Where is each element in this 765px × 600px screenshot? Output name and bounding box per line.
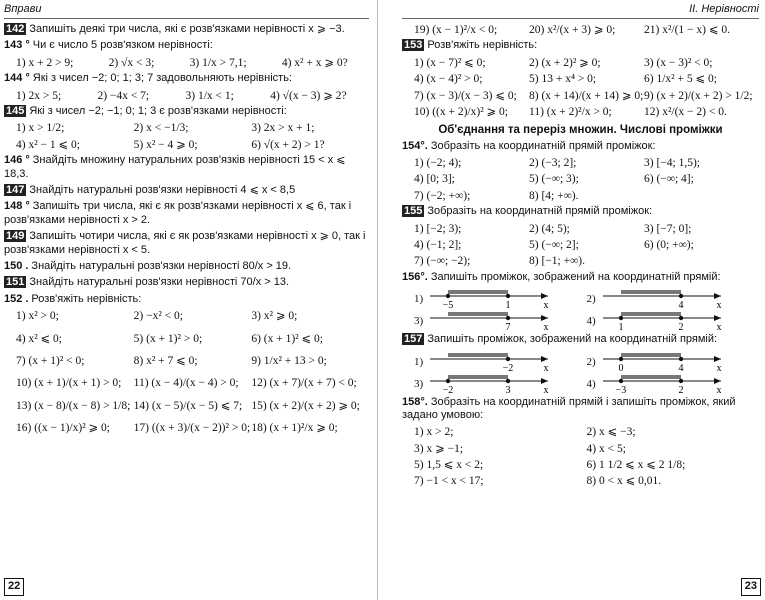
exercise-number-mark: ° [25,39,30,52]
number-line-label: 3) [414,315,424,328]
exercise-item: 3) 2x > x + 1; [251,122,315,135]
exercise-157 [402,333,759,346]
tick-label: −2 [442,384,454,394]
tick-point [506,356,510,360]
exercise-item: 1) (−2; 4); [414,157,462,170]
exercise-item: 12) x²/(x − 2) < 0. [644,105,727,118]
tick-label: 7 [505,322,511,332]
exercise-153-items [414,56,759,120]
exercise-item: 1) x² > 0; [16,310,59,323]
exercise-prompt: Запишіть проміжок, зображений на координатній прямій: [430,270,721,283]
exercise-item: 2) (x + 2)² ⩾ 0; [529,56,601,69]
exercise-item: 4) x² + x ⩾ 0? [281,56,348,69]
axis-arrow [541,378,548,384]
exercise-item: 3) 1/x > 7,1; [189,56,247,69]
number-line-axis [601,309,731,331]
exercise-number: 143 [4,39,23,52]
exercise-item: 12) (x + 7)/(x + 7) < 0; [251,377,357,390]
tick-label: 0 [618,362,623,372]
tick-label: −5 [442,300,454,310]
axis-arrow [714,315,721,321]
exercise-157-number-lines [414,350,759,394]
exercise-item: 2) −4x < 7; [97,89,150,102]
exercise-number: 147 [6,183,25,196]
exercise-item: 6) (0; +∞); [644,238,694,251]
exercise-prompt: Запишіть три числа, які є як розв'язками нерівності x ⩽ 6, так і розв'язками нерівності x > 2. [4,200,352,226]
exercise-item: 4) (x − 4)² > 0; [414,73,483,86]
tick-label: 4 [678,362,683,372]
number-line [414,287,587,309]
exercise-156-number-lines [414,287,759,331]
exercise-143 [4,39,369,52]
exercise-item: 7) (x + 1)² < 0; [16,354,85,367]
exercise-item: 8) (x + 14)/(x + 14) ⩾ 0; [529,89,644,102]
exercise-153 [402,39,759,52]
exercise-prompt: Знайдіть множину натуральних розв'язків нерівності 15 < x ⩽ 18,3. [4,154,346,180]
exercise-item: 11) (x + 2)²/x > 0; [529,105,612,118]
exercise-number: 152 [4,292,23,305]
exercise-item: 7) (−2; +∞); [414,189,471,202]
tick-label: x [716,322,721,332]
exercise-item: 5) x² − 4 ⩾ 0; [133,138,198,151]
tick-label: x [543,300,549,310]
exercise-item: 1) (x − 7)² ⩽ 0; [414,56,486,69]
tick-label: 3 [505,384,511,394]
number-line [587,309,760,331]
right-page-number: 23 [741,578,761,596]
tick-label: −3 [615,384,626,394]
interval-hatching [621,290,681,294]
exercise-prompt: Чи є число 5 розв'язком нерівності: [32,39,213,52]
exercise-146 [4,154,369,181]
exercise-number: 155 [404,205,423,218]
exercise-item: 1) [−2; 3); [414,222,462,235]
exercise-147 [4,184,369,197]
exercise-item: 15) (x + 2)/(x + 2) ⩾ 0; [251,399,360,412]
exercise-item: 21) x²/(1 − x) ⩽ 0. [644,24,731,36]
exercise-item: 1) x > 2; [414,426,454,439]
exercise-number: 149 [6,230,25,243]
tick-label: x [716,300,721,310]
number-line-label: 1) [414,293,424,306]
exercise-item: 20) x²/(x + 3) ⩾ 0; [529,24,616,36]
number-line-axis [428,350,558,372]
exercise-item: 8) [4; +∞). [529,189,579,202]
exercise-item: 10) ((x + 2)/x)² ⩾ 0; [414,105,508,118]
exercise-item: 3) 1/x < 1; [185,89,234,102]
exercise-number: 156°. [402,270,428,283]
interval-hatching [448,290,508,294]
exercise-number: 153 [404,39,423,52]
exercise-158-items [414,425,759,489]
tick-point [678,294,682,298]
tick-label: 1 [618,322,623,332]
exercise-prompt: Запишіть чотири числа, які є як розв'язками нерівності x ⩾ 0, так і розв'язками нерівності x < 5. [4,230,366,256]
exercise-item: 3) x² ⩾ 0; [251,310,298,323]
exercise-items [16,309,369,435]
number-line-label: 1) [414,355,424,368]
tick-label: x [543,384,549,394]
number-line-axis [428,372,558,394]
exercise-number-mark: ° [25,72,30,85]
exercise-item: 4) x² ⩽ 0; [16,332,62,345]
exercise-number-mark: ° [25,200,30,213]
exercise-number: 146 [4,154,23,167]
number-line [587,287,760,309]
exercise-158 [402,396,759,423]
number-line-axis [428,309,558,331]
tick-label: x [716,384,721,394]
interval-hatching [448,353,508,357]
tick-point [618,378,622,382]
axis-arrow [541,293,548,299]
exercise-number: 154°. [402,139,428,152]
interval-hatching [621,353,681,357]
exercise-items [16,56,369,70]
exercise-prompt: Розв'яжіть нерівність: [427,39,538,52]
number-line [587,350,760,372]
tick-point [618,316,622,320]
exercise-item: 17) ((x + 3)/(x − 2))² > 0; [133,422,251,435]
exercise-number: 158°. [402,395,428,408]
exercise-item: 4) [0; 3]; [414,173,455,186]
exercise-item: 1) x > 1/2; [16,122,65,135]
exercise-item: 9) 1/x² + 13 > 0; [251,354,327,367]
exercise-150 [4,260,369,273]
exercise-item: 6) √(x + 2) > 1? [251,138,325,151]
exercise-item: 7) (x − 3)/(x − 3) ⩽ 0; [414,89,517,102]
exercise-prompt: Розв'яжіть нерівність: [31,292,142,305]
exercise-number: 157 [404,333,423,346]
left-exercise-list [4,23,369,435]
exercise-number: 145 [6,104,25,117]
exercise-number: 150 [4,259,23,272]
axis-arrow [714,378,721,384]
exercise-156 [402,271,759,284]
exercise-item: 8) [−1; +∞). [529,255,585,268]
exercise-145 [4,105,369,118]
tick-point [618,356,622,360]
tick-label: 2 [678,322,683,332]
section-title: Об'єднання та переріз множин. Числові проміжки [438,124,723,137]
exercise-items [16,89,369,103]
exercise-prompt: Які з чисел −2; 0; 1; 3; 7 задовольняють нерівність: [32,72,292,85]
exercise-items [16,121,369,152]
exercise-prompt: Запишіть деякі три числа, які є розв'язками нерівності x ⩾ −3. [29,23,345,35]
exercise-item: 5) (−∞; 3); [529,173,579,186]
tick-label: 2 [678,384,683,394]
exercise-number: 151 [6,276,25,289]
tick-point [446,378,450,382]
tick-point [506,294,510,298]
exercise-item: 4) (−1; 2]; [414,238,462,251]
number-line-axis [601,350,731,372]
number-line-label: 2) [586,355,596,368]
exercise-item: 14) (x − 5)/(x − 5) ⩽ 7; [133,399,243,412]
exercise-item: 4) x² − 1 ⩽ 0; [16,138,80,151]
number-line-axis [428,287,558,309]
exercise-item: 11) (x − 4)/(x − 4) > 0; [133,377,239,390]
exercise-152 [4,293,369,306]
interval-hatching [621,375,681,379]
exercise-151 [4,276,369,289]
exercise-item: 6) 1/x² + 5 ⩽ 0; [644,73,717,86]
exercise-item: 1) x + 2 > 9; [16,56,74,69]
number-line [414,309,587,331]
exercise-prompt: Які з чисел −2; −1; 0; 1; 3 є розв'язками нерівності: [29,104,287,117]
exercise-155 [402,205,759,218]
exercise-item: 5) 13 + x⁴ > 0; [529,73,597,86]
number-line-label: 4) [586,377,596,390]
exercise-item: 3) (x − 3)² < 0; [644,56,713,69]
exercise-152-continued [414,23,759,37]
right-running-header: II. Нерівності [402,0,759,19]
left-running-header: Вправи [4,0,369,19]
exercise-item: 6) (−∞; 4]; [644,173,694,186]
exercise-item [644,254,759,268]
exercise-148 [4,200,369,227]
exercise-number: 148 [4,200,23,213]
exercise-item: 3) [−4; 1,5); [644,157,700,170]
exercise-item: 2) −x² < 0; [133,310,183,323]
tick-point [678,378,682,382]
exercise-item: 9) (x + 2)/(x + 2) > 1/2; [644,89,753,102]
exercise-item: 2) (−3; 2]; [529,157,577,170]
number-line [414,350,587,372]
exercise-item: 1) 2x > 5; [16,89,62,102]
exercise-number-mark: . [25,292,29,305]
tick-label: x [543,322,549,332]
number-line-label: 3) [414,377,424,390]
tick-label: x [716,362,721,372]
exercise-item: 5) (x + 1)² > 0; [133,332,203,345]
exercise-prompt: Знайдіть натуральні розв'язки нерівності 70/x > 13. [29,276,290,289]
exercise-prompt: Зобразіть на координатній прямій і запишіть проміжок, який задано умовою: [402,395,736,421]
exercise-item: 3) [−7; 0]; [644,222,692,235]
exercise-142 [4,23,369,36]
exercise-item: 4) √(x − 3) ⩾ 2? [270,89,347,102]
number-line-axis [601,287,731,309]
number-line [414,372,587,394]
exercise-prompt: Зобразіть на координатній прямій проміжок: [430,139,656,152]
tick-label: −2 [502,362,514,372]
exercise-item: 8) x² + 7 ⩽ 0; [133,354,198,367]
exercise-item: 8) 0 < x ⩽ 0,01. [586,475,662,488]
exercise-item: 4) x < 5; [586,442,626,455]
axis-arrow [714,293,721,299]
exercise-prompt: Знайдіть натуральні розв'язки нерівності 80/x > 19. [31,259,292,272]
interval-hatching [448,375,508,379]
exercise-144 [4,72,369,85]
exercise-number-mark: ° [25,154,30,167]
axis-arrow [541,315,548,321]
exercise-item: 7) (−∞; −2); [414,255,471,268]
number-line [587,372,760,394]
exercise-item: 6) (x + 1)² ⩽ 0; [251,332,323,345]
exercise-number: 144 [4,72,23,85]
exercise-item: 2) √x < 3; [108,56,155,69]
exercise-prompt: Зобразіть на координатній прямій проміжок: [427,205,653,218]
left-page-number: 22 [4,578,24,596]
exercise-item: 2) x ⩽ −3; [586,426,636,439]
number-line-label: 2) [586,293,596,306]
number-line-axis [601,372,731,394]
tick-label: 4 [678,300,683,310]
exercise-item: 13) (x − 8)/(x − 8) > 1/8; [16,399,131,412]
tick-point [506,378,510,382]
interval-hatching [448,312,508,316]
exercise-item: 2) (4; 5); [529,222,570,235]
exercise-number: 142 [6,23,25,35]
exercise-item: 7) −1 < x < 17; [414,475,484,488]
exercise-155-items [414,222,759,269]
exercise-item: 6) 1 1/2 ⩽ x ⩽ 2 1/8; [586,459,686,472]
exercise-item: 5) 1,5 ⩽ x < 2; [414,459,484,472]
tick-label: x [543,362,549,372]
tick-point [446,294,450,298]
axis-arrow [541,356,548,362]
exercise-item: 19) (x − 1)²/x < 0; [414,24,498,36]
exercise-item [644,189,759,203]
exercise-prompt: Запишіть проміжок, зображений на координатній прямій: [427,333,718,346]
exercise-154-items [414,156,759,203]
exercise-number-mark: . [25,259,29,272]
right-page [384,0,765,600]
tick-point [678,356,682,360]
tick-point [506,316,510,320]
exercise-149 [4,230,369,257]
exercise-item: 16) ((x − 1)/x)² ⩾ 0; [16,422,110,435]
interval-hatching [621,312,681,316]
axis-arrow [714,356,721,362]
exercise-item: 18) (x + 1)²/x ⩾ 0; [251,422,338,435]
tick-label: 1 [505,300,511,310]
tick-point [678,316,682,320]
exercise-item: 10) (x + 1)/(x + 1) > 0; [16,377,122,390]
left-page [0,0,378,600]
exercise-item: 3) x ⩾ −1; [414,442,464,455]
exercise-item: 5) (−∞; 2]; [529,238,579,251]
exercise-prompt: Знайдіть натуральні розв'язки нерівності 4 ⩽ x < 8,5 [29,183,296,196]
number-line-label: 4) [586,315,596,328]
exercise-item: 2) x < −1/3; [133,122,189,135]
exercise-154 [402,140,759,153]
